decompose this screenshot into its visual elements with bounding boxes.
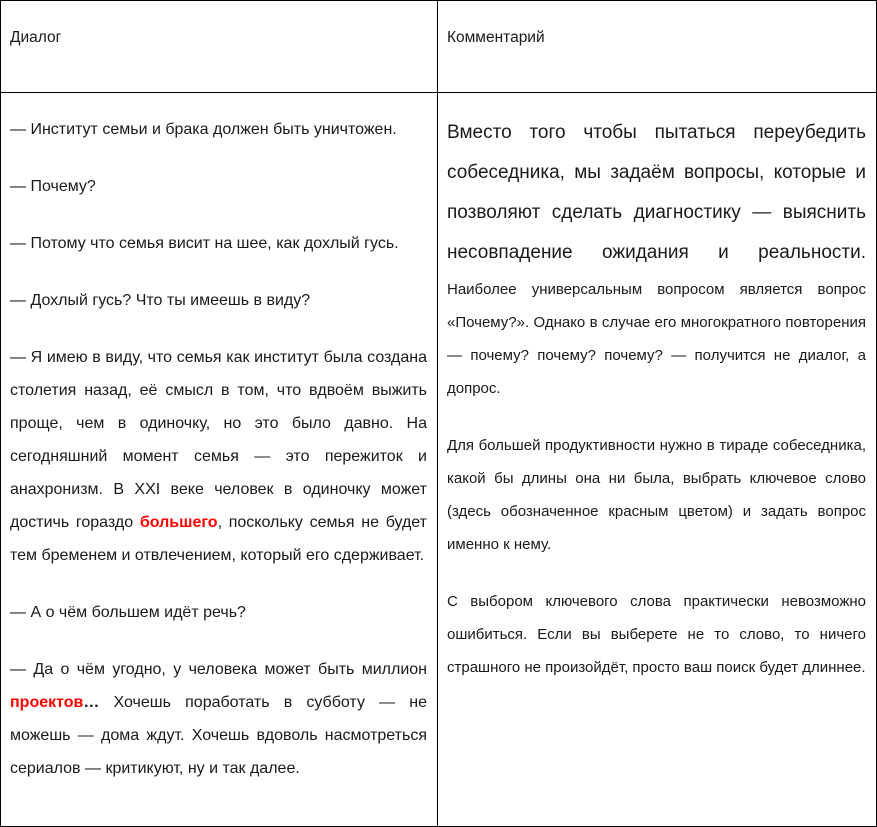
- text-run: Хочешь поработать в субботу — не можешь — дома ждут. Хочешь вдоволь насмотреться сериалов — критикуют, ну и так далее.: [10, 694, 427, 777]
- dialog-paragraph: [10, 227, 427, 260]
- text-run: …: [83, 694, 100, 711]
- text-run: — Почему?: [10, 178, 96, 195]
- text-run: — Дохлый гусь? Что ты имеешь в виду?: [10, 292, 311, 309]
- lead-text-run: Вместо того чтобы пытаться переубедить собеседника, мы задаём вопросы, которые и позволяют сделать диагностику — выяснить несовпадение ожидания и реальности.: [447, 122, 866, 263]
- text-run: Для большей продуктивности нужно в тираде собеседника, какой бы длины она ни была, выбрать ключевое слово (здесь обозначенное красным цветом) и задать вопрос именно к нему.: [447, 437, 866, 553]
- dialog-paragraph: [10, 170, 427, 203]
- text-run: С выбором ключевого слова практически невозможно ошибиться. Если вы выберете не то слово, то ничего страшного не произойдёт, просто ваш поиск будет длиннее.: [447, 593, 866, 676]
- text-run: — Институт семьи и брака должен быть уничтожен.: [10, 121, 397, 138]
- text-run: — Я имею в виду, что семья как институт была создана столетия назад, её смысл в том, что вдвоём выжить проще, чем в одиночку, но это было давно. На сегодняшний момент семья — это пережиток и анахронизм. В XXI веке человек в одиночку может достичь гораздо: [10, 349, 427, 531]
- dialog-column-title: Диалог: [10, 29, 62, 46]
- text-run: Наиболее универсальным вопросом является вопрос «Почему?». Однако в случае его многократного повторения — почему? почему? почему? — получится не диалог, а допрос.: [447, 281, 866, 397]
- keyword-red: проектов: [10, 694, 84, 711]
- comment-column-title: Комментарий: [447, 29, 545, 46]
- dialog-paragraph: [10, 653, 427, 785]
- dialog-paragraph: [10, 113, 427, 146]
- text-run: — Потому что семья висит на шее, как дохлый гусь.: [10, 235, 399, 252]
- text-run: , поскольку семья не будет тем бременем и отвлечением, который его сдерживает.: [10, 514, 427, 564]
- header-cell-comment: [438, 1, 876, 93]
- comment-paragraph: [447, 585, 866, 684]
- header-cell-dialog: [1, 1, 438, 93]
- dialog-paragraph: [10, 284, 427, 317]
- dialog-cell: [1, 93, 438, 826]
- keyword-red: большего: [139, 514, 218, 531]
- dialog-paragraph: [10, 341, 427, 572]
- dialog-paragraph: [10, 596, 427, 629]
- text-run: — Да о чём угодно, у человека может быть миллион: [10, 661, 427, 678]
- comment-cell: [438, 93, 876, 826]
- text-run: — А о чём большем идёт речь?: [10, 604, 246, 621]
- comment-paragraph: [447, 429, 866, 561]
- comment-paragraph: [447, 113, 866, 405]
